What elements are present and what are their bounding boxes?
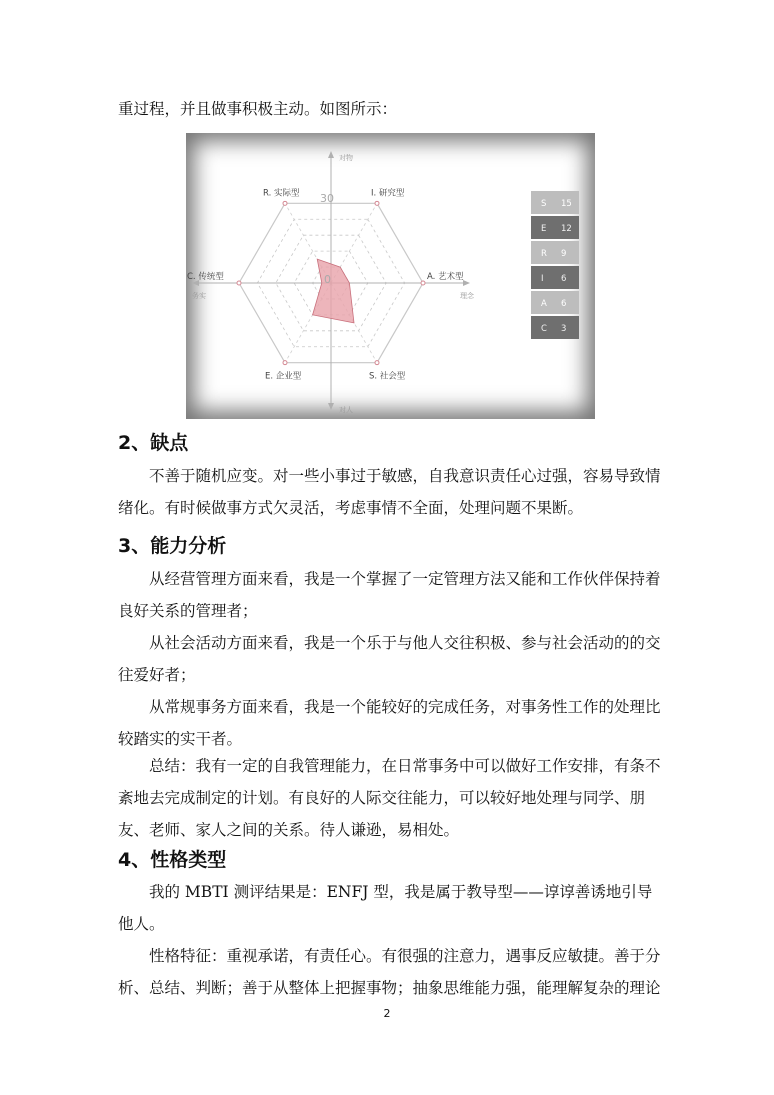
- vertex-dot-A: [421, 281, 425, 285]
- scale-max-label: 30: [320, 192, 334, 205]
- axis-bottom-label: 对人: [339, 406, 353, 414]
- section3-paragraph-social: 从社会活动方面来看，我是一个乐于与他人交往积极、参与社会活动的的交往爱好者；: [118, 634, 661, 684]
- section3-title: 3、能力分析: [118, 535, 227, 557]
- vertex-label-R: R. 实际型: [263, 188, 300, 199]
- legend-key-C: C: [541, 324, 547, 334]
- legend-box-A: [531, 291, 579, 314]
- section3-paragraph-summary: 总结：我有一定的自我管理能力，在日常事务中可以做好工作安排，有条不紊地去完成制定的计划。有良好的人际交往能力，可以较好地处理与同学、朋友、老师、家人之间的关系。待人谦逊，易相处。: [118, 757, 661, 839]
- legend-key-A: A: [541, 299, 547, 309]
- axis-left-label: 务实: [192, 292, 206, 300]
- legend-box-C: [531, 316, 579, 339]
- legend-box-R: [531, 241, 579, 264]
- legend-value-I: 6: [561, 274, 567, 284]
- section3-paragraph-management: 从经营管理方面来看，我是一个掌握了一定管理方法又能和工作伙伴保持着良好关系的管理者；: [118, 570, 661, 620]
- vertex-dot-S: [375, 361, 379, 365]
- vertex-label-E: E. 企业型: [265, 371, 302, 382]
- legend-key-R: R: [541, 249, 547, 259]
- legend-key-S: S: [541, 199, 547, 209]
- legend-value-E: 12: [561, 224, 572, 234]
- vertex-label-S: S. 社会型: [369, 371, 406, 382]
- legend-value-R: 9: [561, 249, 567, 259]
- page-number: 2: [383, 1007, 391, 1020]
- vertex-dot-C: [237, 281, 241, 285]
- section4-paragraph-traits: 性格特征：重视承诺，有责任心。有很强的注意力，遇事反应敏捷。善于分析、总结、判断；善于从整体上把握事物；抽象思维能力强，能理解复杂的理论: [118, 947, 661, 997]
- intro-line: 重过程，并且做事积极主动。如图所示：: [118, 100, 398, 118]
- legend-key-E: E: [541, 224, 547, 234]
- arrow-down-icon: [328, 403, 334, 410]
- axis-right-label: 理念: [460, 292, 474, 300]
- vertex-dot-R: [283, 201, 287, 205]
- arrow-right-icon: [463, 280, 470, 286]
- score-polygon: [313, 259, 354, 323]
- section4-paragraph-mbti: 我的 MBTI 测评结果是：ENFJ 型，我是属于教导型——谆谆善诱地引导他人。: [118, 883, 653, 933]
- section4-title: 4、性格类型: [118, 849, 227, 871]
- vertex-label-A: A. 艺术型: [427, 272, 464, 282]
- score-legend: [531, 191, 579, 339]
- vertex-label-I: I. 研究型: [371, 188, 405, 199]
- legend-value-S: 15: [561, 199, 572, 209]
- legend-value-C: 3: [561, 324, 567, 334]
- legend-value-A: 6: [561, 299, 567, 309]
- section3-paragraph-routine: 从常规事务方面来看，我是一个能较好的完成任务，对事务性工作的处理比较踏实的实干者。: [118, 698, 661, 748]
- arrow-up-icon: [328, 151, 334, 158]
- vertex-dot-I: [375, 201, 379, 205]
- vertex-dot-E: [283, 361, 287, 365]
- radar-chart: [186, 133, 595, 419]
- scale-zero-label: 0: [324, 273, 331, 286]
- holland-radar-figure: [186, 133, 595, 419]
- legend-key-I: I: [541, 274, 544, 284]
- legend-box-I: [531, 266, 579, 289]
- axis-top-label: 对物: [339, 154, 353, 162]
- vertex-label-C: C. 传统型: [187, 272, 224, 282]
- section2-paragraph: 不善于随机应变。对一些小事过于敏感，自我意识责任心过强，容易导致情绪化。有时候做事方式欠灵活，考虑事情不全面，处理问题不果断。: [118, 467, 661, 517]
- section2-title: 2、缺点: [118, 432, 189, 454]
